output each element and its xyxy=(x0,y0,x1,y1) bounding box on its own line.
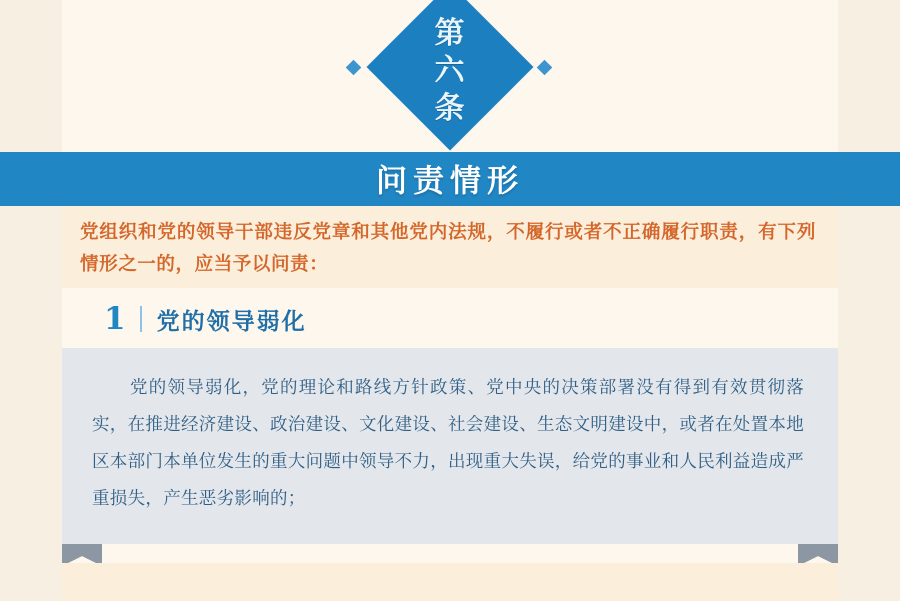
section-title: 党的领导弱化 xyxy=(156,307,307,335)
article-char-1: 第 xyxy=(434,15,466,51)
content-card xyxy=(62,348,838,544)
lead-paragraph-text: 党组织和党的领导干部违反党章和其他党内法规，不履行或者不正确履行职责，有下列情形之一的，应当予以问责： xyxy=(80,222,816,275)
article-number-label xyxy=(390,6,510,136)
bottom-cream-block xyxy=(62,563,838,601)
content-card-wrapper xyxy=(62,348,838,544)
article-char-3: 条 xyxy=(434,90,466,126)
section-heading xyxy=(62,294,838,344)
decorative-diamond-dot-left xyxy=(346,60,362,76)
emblem-zone xyxy=(0,0,900,152)
section-divider xyxy=(140,306,142,332)
lead-paragraph-box xyxy=(62,206,838,288)
section-number: 1 xyxy=(104,300,126,337)
article-char-2: 六 xyxy=(434,53,466,89)
banner-bar xyxy=(0,152,900,206)
decorative-diamond-dot-right xyxy=(537,60,553,76)
content-paragraph: 党的领导弱化，党的理论和路线方针政策、党中央的决策部署没有得到有效贯彻落实，在推进经济建设、政治建设、文化建设、社会建设、生态文明建设中，或者在处置本地区本部门本单位发生的重大问题中领导不力，出现重大失误，给党的事业和人民利益造成严重损失，产生恶劣影响的； xyxy=(92,378,804,509)
banner-title: 问责情形 xyxy=(376,163,524,200)
